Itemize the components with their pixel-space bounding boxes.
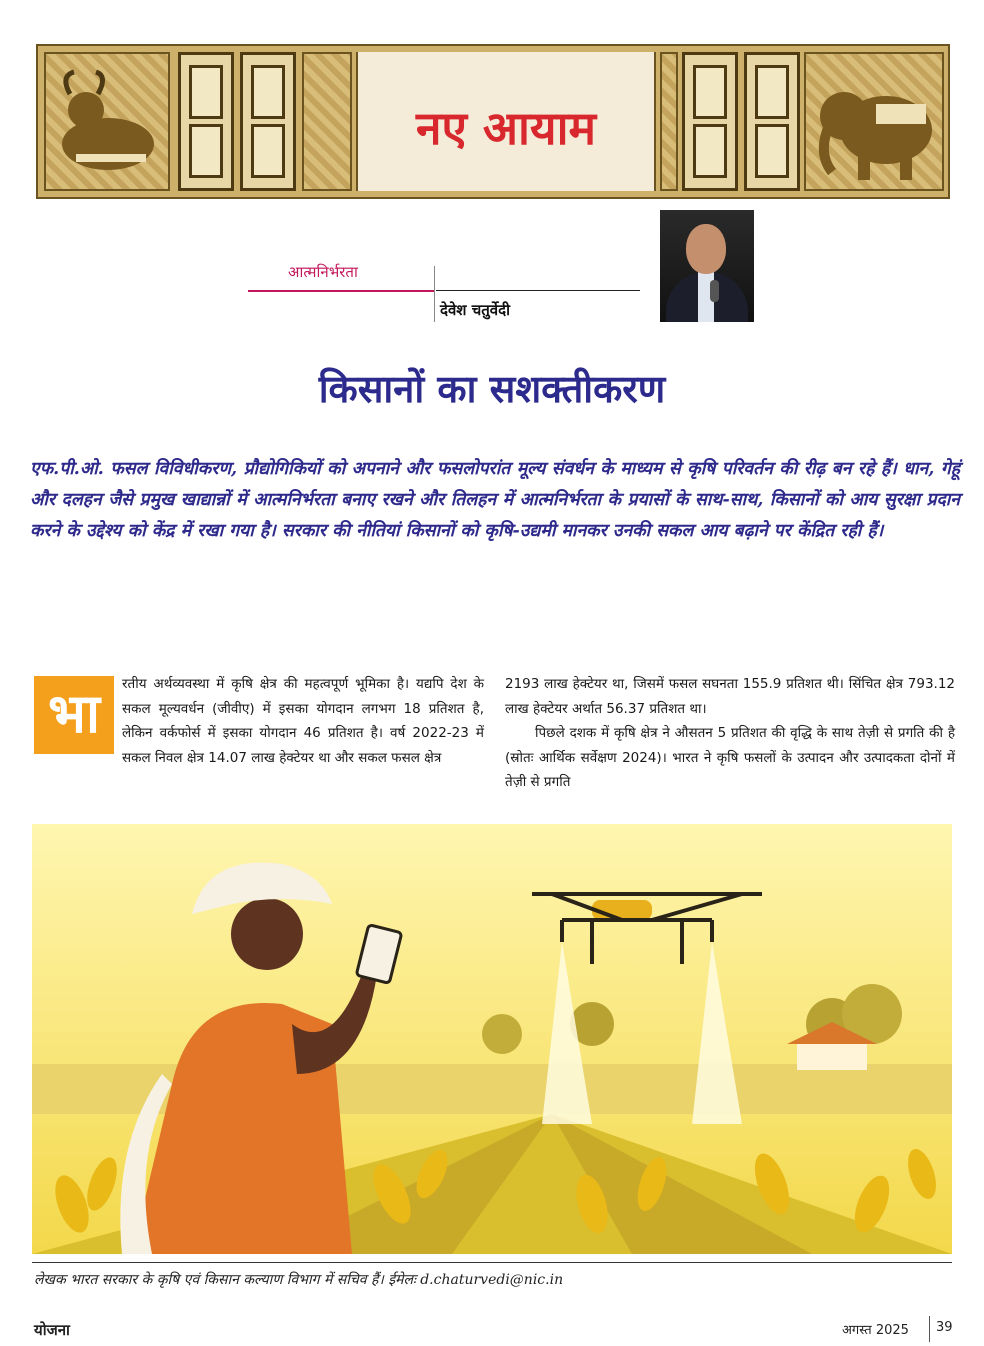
- drop-cap: भा: [34, 676, 114, 754]
- bull-icon: [46, 54, 168, 189]
- farmer-drone-illustration: [32, 824, 952, 1254]
- decorative-frame: [240, 52, 296, 191]
- section-label: आत्मनिर्भरता: [288, 263, 358, 281]
- body-column-right: [505, 672, 955, 795]
- divider: [32, 1262, 952, 1263]
- pattern-panel: [660, 52, 678, 191]
- banner-title-panel: [356, 52, 656, 191]
- publication-name: योजना: [34, 1321, 70, 1339]
- elephant-motif-panel: [804, 52, 944, 191]
- issue-date: अगस्त 2025: [842, 1323, 909, 1338]
- decorative-frame: [744, 52, 800, 191]
- divider: [436, 290, 640, 291]
- author-photo: [660, 210, 754, 322]
- body-paragraph: पिछले दशक में कृषि क्षेत्र ने औसतन 5 प्रतिशत की वृद्धि के साथ तेज़ी से प्रगति की है (स्रोतः आर्थिक सर्वेक्षण 2024)। भारत ने कृषि फसलों के उत्पादन और उत्पादकता दोनों में तेज़ी से प्रगति: [505, 725, 955, 790]
- divider: [434, 266, 435, 322]
- decorative-frame: [178, 52, 234, 191]
- divider: [929, 1316, 930, 1342]
- article-intro: एफ.पी.ओ. फसल विविधीकरण, प्रौद्योगिकियों को अपनाने और फसलोपरांत मूल्य संवर्धन के माध्यम से कृषि परिवर्तन की रीढ़ बन रहे हैं। धान, गेहूं और दलहन जैसे प्रमुख खाद्यान्नों में आत्मनिर्भरता बनाए रखने और तिलहन में आत्मनिर्भरता के प्रयासों के साथ-साथ, किसानों को आय सुरक्षा प्रदान करने के उद्देश्य को केंद्र में रखा गया है। सरकार की नीतियां किसानों को कृषि-उद्यमी मानकर उनकी सकल आय बढ़ाने पर केंद्रित रही हैं।: [30, 459, 960, 541]
- elephant-icon: [806, 54, 942, 189]
- author-footnote: लेखक भारत सरकार के कृषि एवं किसान कल्याण विभाग में सचिव हैं। ईमेलः d.chaturvedi@nic.in: [34, 1272, 564, 1288]
- section-title: नए आयाम: [415, 101, 597, 155]
- page-number: 39: [936, 1320, 953, 1335]
- body-paragraph: 2193 लाख हेक्टेयर था, जिसमें फसल सघनता 155.9 प्रतिशत थी। सिंचित क्षेत्र 793.12 लाख हेक्टेयर अर्थात 56.37 प्रतिशत था।: [505, 676, 955, 717]
- article-headline: किसानों का सशक्तीकरण: [318, 367, 666, 411]
- body-paragraph: रतीय अर्थव्यवस्था में कृषि क्षेत्र की महत्वपूर्ण भूमिका है। यद्यपि देश के सकल मूल्यवर्धन (जीवीए) में इसका योगदान लगभग 18 प्रतिशत है, लेकिन वर्कफोर्स में इसका योगदान 46 प्रतिशत है। वर्ष 2022-23 में सकल निवल क्षेत्र 14.07 लाख हेक्टेयर था और सकल फसल क्षेत्र: [122, 676, 484, 766]
- divider: [248, 290, 434, 292]
- decorative-frame: [682, 52, 738, 191]
- pattern-panel: [302, 52, 352, 191]
- bull-motif-panel: [44, 52, 170, 191]
- author-name: देवेश चतुर्वेदी: [440, 301, 510, 319]
- header-banner: [36, 44, 950, 199]
- body-column-left: [34, 672, 484, 770]
